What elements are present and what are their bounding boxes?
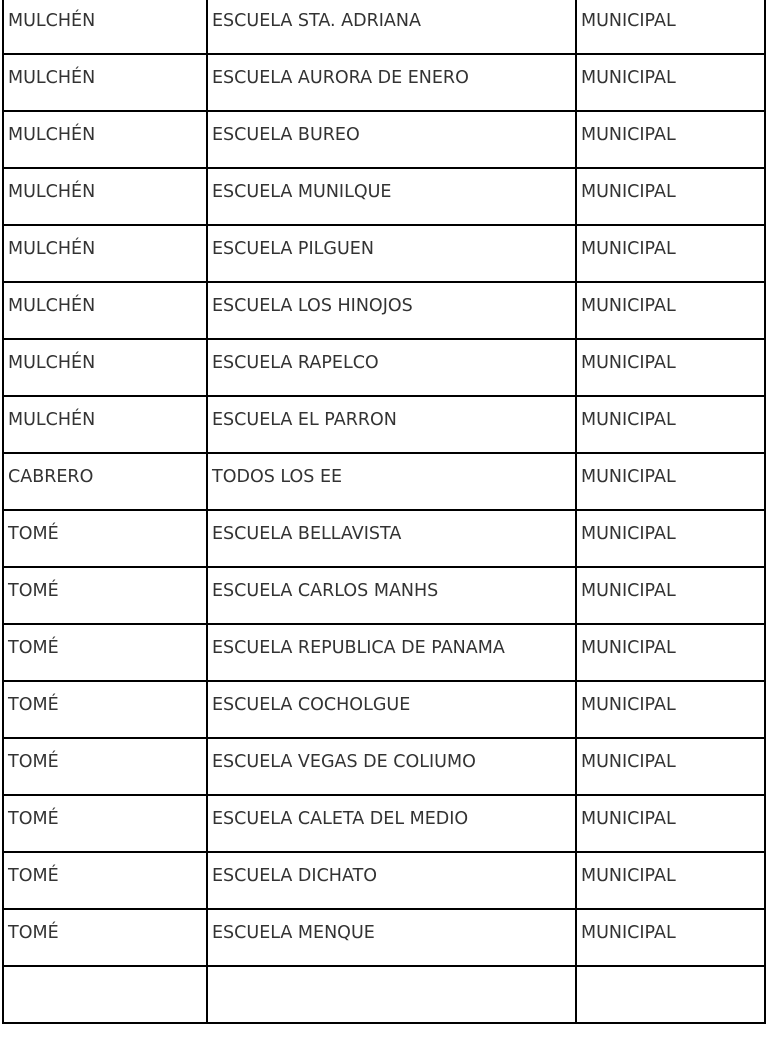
table-row [3, 453, 765, 510]
school-cell [207, 909, 576, 966]
table-row [3, 54, 765, 111]
commune-cell-text: MULCHÉN [8, 239, 96, 259]
commune-cell-text: TOMÉ [8, 638, 59, 658]
table-row [3, 339, 765, 396]
table-row [3, 909, 765, 966]
commune-cell [3, 111, 207, 168]
commune-cell [3, 282, 207, 339]
dependency-cell [576, 0, 765, 54]
school-cell-text: ESCUELA BUREO [212, 125, 360, 145]
commune-cell-text: TOMÉ [8, 923, 59, 943]
school-cell-text: ESCUELA REPUBLICA DE PANAMA [212, 638, 505, 658]
commune-cell-text: MULCHÉN [8, 125, 96, 145]
school-cell [207, 510, 576, 567]
commune-cell [3, 453, 207, 510]
schools-table [2, 0, 766, 1024]
school-cell [207, 852, 576, 909]
school-cell-text: ESCUELA CARLOS MANHS [212, 581, 439, 601]
table-row [3, 510, 765, 567]
dependency-cell-text: MUNICIPAL [581, 638, 676, 658]
dependency-cell [576, 225, 765, 282]
dependency-cell [576, 510, 765, 567]
commune-cell [3, 909, 207, 966]
table-body [3, 0, 765, 1023]
table-row [3, 111, 765, 168]
school-cell [207, 54, 576, 111]
commune-cell [3, 681, 207, 738]
dependency-cell-text: MUNICIPAL [581, 752, 676, 772]
school-cell [207, 567, 576, 624]
table-row [3, 738, 765, 795]
school-cell-text: ESCUELA AURORA DE ENERO [212, 68, 469, 88]
school-cell-text: ESCUELA BELLAVISTA [212, 524, 402, 544]
dependency-cell-text: MUNICIPAL [581, 524, 676, 544]
dependency-cell-text: MUNICIPAL [581, 11, 676, 31]
dependency-cell [576, 282, 765, 339]
dependency-cell [576, 966, 765, 1023]
school-cell [207, 795, 576, 852]
dependency-cell [576, 681, 765, 738]
school-cell-text: ESCUELA DICHATO [212, 866, 378, 886]
commune-cell [3, 168, 207, 225]
school-cell [207, 453, 576, 510]
school-cell-text: ESCUELA CALETA DEL MEDIO [212, 809, 469, 829]
commune-cell-text: MULCHÉN [8, 353, 96, 373]
dependency-cell-text: MUNICIPAL [581, 296, 676, 316]
commune-cell [3, 738, 207, 795]
commune-cell-text: TOMÉ [8, 581, 59, 601]
table-row [3, 225, 765, 282]
school-cell [207, 282, 576, 339]
dependency-cell-text: MUNICIPAL [581, 866, 676, 886]
commune-cell-text: MULCHÉN [8, 68, 96, 88]
table-row [3, 0, 765, 54]
dependency-cell [576, 738, 765, 795]
school-cell [207, 738, 576, 795]
school-cell [207, 0, 576, 54]
commune-cell [3, 852, 207, 909]
commune-cell-text: TOMÉ [8, 866, 59, 886]
dependency-cell [576, 909, 765, 966]
table-row [3, 282, 765, 339]
dependency-cell-text: MUNICIPAL [581, 182, 676, 202]
commune-cell [3, 567, 207, 624]
commune-cell [3, 225, 207, 282]
school-cell-text: TODOS LOS EE [212, 467, 343, 487]
school-cell-text: ESCUELA LOS HINOJOS [212, 296, 413, 316]
school-cell-text: ESCUELA VEGAS DE COLIUMO [212, 752, 476, 772]
commune-cell-text [8, 967, 206, 979]
commune-cell [3, 339, 207, 396]
dependency-cell-text: MUNICIPAL [581, 467, 676, 487]
school-cell [207, 111, 576, 168]
school-cell-text: ESCUELA COCHOLGUE [212, 695, 411, 715]
dependency-cell-text: MUNICIPAL [581, 809, 676, 829]
dependency-cell [576, 111, 765, 168]
school-cell-text [212, 967, 575, 979]
dependency-cell [576, 54, 765, 111]
commune-cell [3, 54, 207, 111]
commune-cell [3, 966, 207, 1023]
dependency-cell-text: MUNICIPAL [581, 125, 676, 145]
dependency-cell-text: MUNICIPAL [581, 68, 676, 88]
commune-cell-text: MULCHÉN [8, 11, 96, 31]
table-row [3, 966, 765, 1023]
commune-cell-text: TOMÉ [8, 695, 59, 715]
dependency-cell-text [581, 967, 764, 979]
dependency-cell [576, 624, 765, 681]
commune-cell [3, 396, 207, 453]
table-row [3, 168, 765, 225]
dependency-cell-text: MUNICIPAL [581, 923, 676, 943]
commune-cell-text: TOMÉ [8, 752, 59, 772]
dependency-cell-text: MUNICIPAL [581, 353, 676, 373]
table-row [3, 624, 765, 681]
school-cell-text: ESCUELA EL PARRON [212, 410, 397, 430]
commune-cell [3, 510, 207, 567]
commune-cell-text: MULCHÉN [8, 296, 96, 316]
school-cell-text: ESCUELA PILGUEN [212, 239, 374, 259]
dependency-cell-text: MUNICIPAL [581, 239, 676, 259]
commune-cell [3, 795, 207, 852]
school-cell-text: ESCUELA MENQUE [212, 923, 375, 943]
table-row [3, 396, 765, 453]
table-row [3, 681, 765, 738]
dependency-cell [576, 795, 765, 852]
commune-cell [3, 0, 207, 54]
commune-cell-text: CABRERO [8, 467, 94, 487]
commune-cell-text: TOMÉ [8, 524, 59, 544]
school-cell [207, 624, 576, 681]
dependency-cell [576, 396, 765, 453]
commune-cell-text: MULCHÉN [8, 410, 96, 430]
dependency-cell [576, 168, 765, 225]
dependency-cell [576, 453, 765, 510]
commune-cell-text: MULCHÉN [8, 182, 96, 202]
school-cell-text: ESCUELA STA. ADRIANA [212, 11, 421, 31]
commune-cell [3, 624, 207, 681]
school-cell-text: ESCUELA RAPELCO [212, 353, 379, 373]
school-cell [207, 168, 576, 225]
dependency-cell-text: MUNICIPAL [581, 410, 676, 430]
table-row [3, 852, 765, 909]
dependency-cell-text: MUNICIPAL [581, 695, 676, 715]
table-row [3, 567, 765, 624]
dependency-cell-text: MUNICIPAL [581, 581, 676, 601]
dependency-cell [576, 567, 765, 624]
school-cell [207, 681, 576, 738]
school-cell-text: ESCUELA MUNILQUE [212, 182, 392, 202]
school-cell [207, 396, 576, 453]
dependency-cell [576, 339, 765, 396]
dependency-cell [576, 852, 765, 909]
commune-cell-text: TOMÉ [8, 809, 59, 829]
table-row [3, 795, 765, 852]
school-cell [207, 339, 576, 396]
school-cell [207, 225, 576, 282]
school-cell [207, 966, 576, 1023]
